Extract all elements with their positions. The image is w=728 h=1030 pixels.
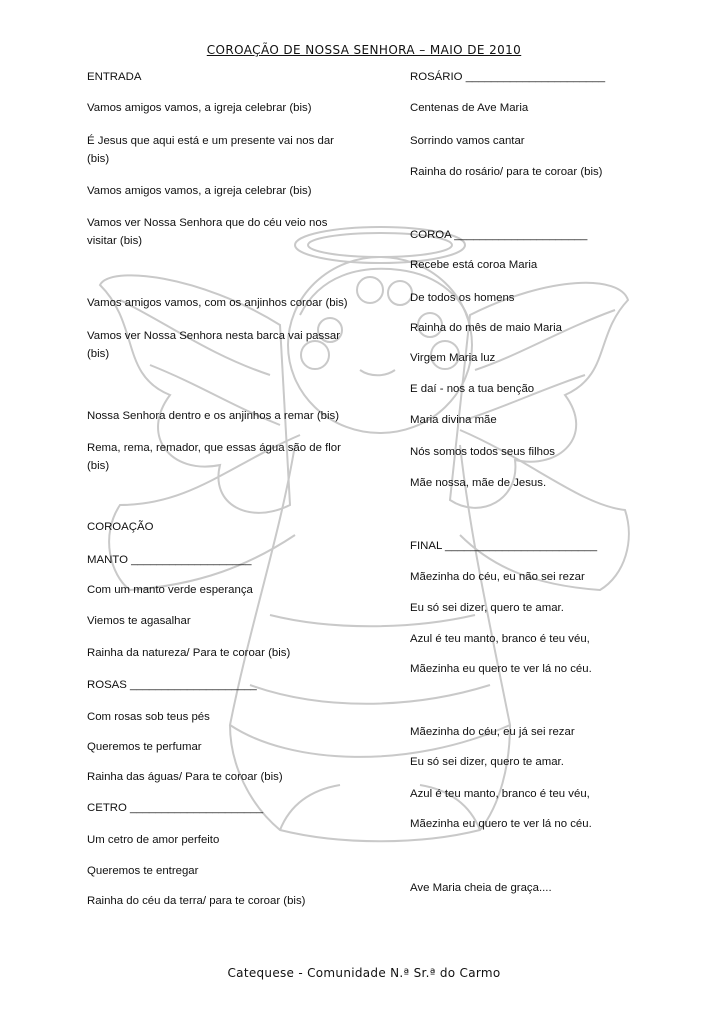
lyric-line: Recebe está coroa Maria <box>410 259 538 271</box>
lyric-line: Eu só sei dizer, quero te amar. <box>410 756 564 768</box>
lyric-line: Maria divina mãe <box>410 414 497 426</box>
lyric-line: Com rosas sob teus pés <box>87 711 210 723</box>
lyric-line: Sorrindo vamos cantar <box>410 135 525 147</box>
section-heading-final: FINAL ________________________ <box>410 540 598 552</box>
lyric-line: Vamos amigos vamos, a igreja celebrar (bis) <box>87 102 312 114</box>
lyric-line: Mãezinha do céu, eu não sei rezar <box>410 571 585 583</box>
lyric-line: Mãe nossa, mãe de Jesus. <box>410 477 547 489</box>
page-footer: Catequese - Comunidade N.ª Sr.ª do Carmo <box>227 966 501 980</box>
section-heading-cetro: CETRO _____________________ <box>87 802 264 814</box>
lyric-line: (bis) <box>87 460 110 472</box>
lyric-line: Vamos ver Nossa Senhora nesta barca vai passar <box>87 330 341 342</box>
lyric-line: Azul é teu manto, branco é teu véu, <box>410 788 590 800</box>
lyric-line: Mãezinha eu quero te ver lá no céu. <box>410 663 592 675</box>
lyric-line: Nossa Senhora dentro e os anjinhos a remar (bis) <box>87 410 339 422</box>
lyric-line: De todos os homens <box>410 292 515 304</box>
lyric-line: Com um manto verde esperança <box>87 584 253 596</box>
lyric-line: Centenas de Ave Maria <box>410 102 529 114</box>
lyric-line: Viemos te agasalhar <box>87 615 191 627</box>
section-heading-entrada: ENTRADA <box>87 71 142 83</box>
lyric-line: Azul é teu manto, branco é teu véu, <box>410 633 590 645</box>
lyric-line: Rainha do céu da terra/ para te coroar (bis) <box>87 895 306 907</box>
lyric-line: (bis) <box>87 153 110 165</box>
lyric-line: Vamos amigos vamos, a igreja celebrar (bis) <box>87 185 312 197</box>
lyric-line: Ave Maria cheia de graça.... <box>410 882 552 894</box>
lyric-line: Rainha do mês de maio Maria <box>410 322 562 334</box>
lyric-line: Rainha do rosário/ para te coroar (bis) <box>410 166 603 178</box>
lyric-line: Rema, rema, remador, que essas água são de flor <box>87 442 341 454</box>
lyric-line: Virgem Maria luz <box>410 352 496 364</box>
lyric-line: (bis) <box>87 348 110 360</box>
lyric-line: Um cetro de amor perfeito <box>87 834 220 846</box>
lyric-line: Rainha das águas/ Para te coroar (bis) <box>87 771 283 783</box>
lyric-line: visitar (bis) <box>87 235 143 247</box>
section-heading-coroacao: COROAÇÃO <box>87 521 154 533</box>
lyric-line: E daí - nos a tua benção <box>410 383 535 395</box>
section-heading-manto: MANTO ___________________ <box>87 554 252 566</box>
lyric-line: Vamos amigos vamos, com os anjinhos coroar (bis) <box>87 297 348 309</box>
page-title: COROAÇÃO DE NOSSA SENHORA – MAIO DE 2010 <box>206 43 522 57</box>
lyric-line: Queremos te perfumar <box>87 741 202 753</box>
section-heading-rosas: ROSAS ____________________ <box>87 679 257 691</box>
lyric-line: Rainha da natureza/ Para te coroar (bis) <box>87 647 291 659</box>
lyric-line: É Jesus que aqui está e um presente vai nos dar <box>87 135 334 147</box>
lyric-line: Eu só sei dizer, quero te amar. <box>410 602 564 614</box>
lyric-line: Nós somos todos seus filhos <box>410 446 555 458</box>
lyric-line: Mãezinha eu quero te ver lá no céu. <box>410 818 592 830</box>
lyric-line: Queremos te entregar <box>87 865 199 877</box>
section-heading-coroa: COROA _____________________ <box>410 229 588 241</box>
section-heading-rosario: ROSÁRIO ______________________ <box>410 71 606 83</box>
lyric-line: Mãezinha do céu, eu já sei rezar <box>410 726 575 738</box>
lyric-line: Vamos ver Nossa Senhora que do céu veio nos <box>87 217 328 229</box>
